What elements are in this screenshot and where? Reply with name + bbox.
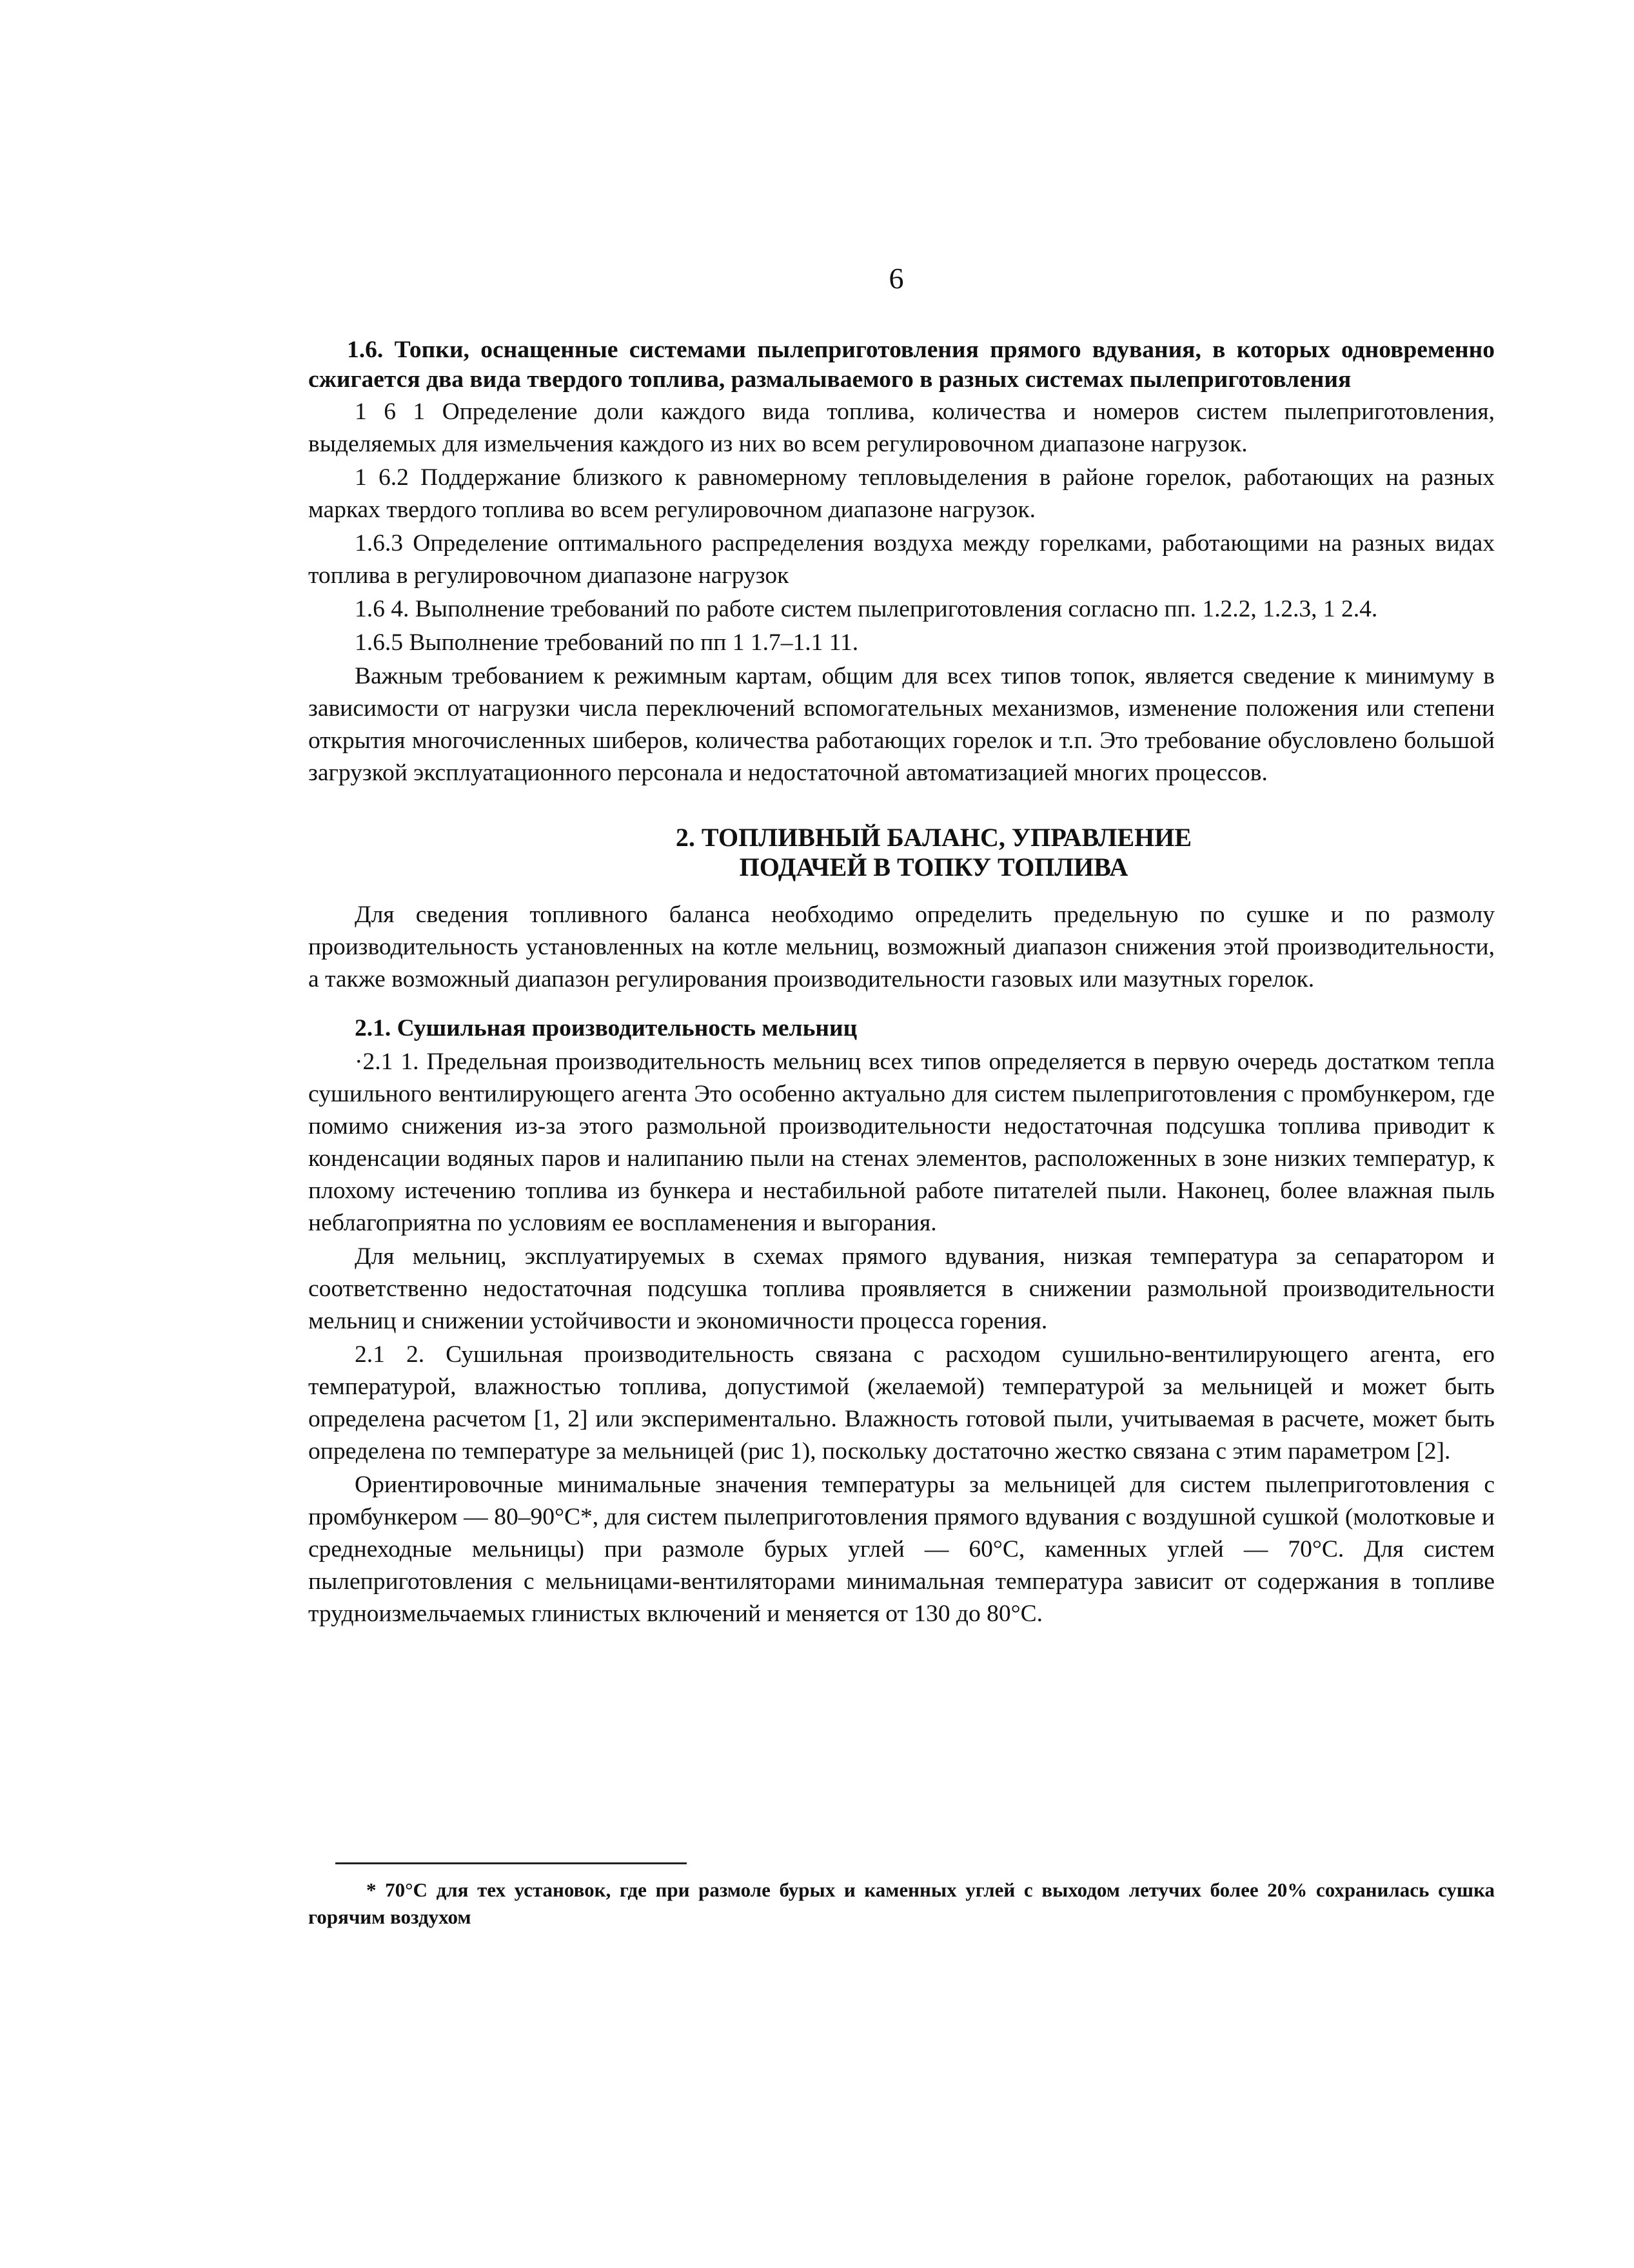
footnote-text: * 70°С для тех установок, где при размоле бурых и каменных углей с выходом летучих более 20% сохранилась сушка горячим воздухом (308, 1878, 1495, 1928)
footnote (308, 1877, 1495, 1931)
paragraph-general-requirement: Важным требованием к режимным картам, общим для всех типов топок, является сведение к минимуму в зависимости от нагрузки числа переключений вспомогательных механизмов, изменение положения или степени открытия многочисленных шиберов, количества работающих горелок и т.п. Это требование обусловлено большой загрузкой эксплуатационного персонала и недостаточной автоматизацией многих процессов. (308, 663, 1495, 786)
paragraph-1-6-1: 1 6 1 Определение доли каждого вида топлива, количества и номеров систем пылеприготовления, выделяемых для измельчения каждого из них во всем регулировочном диапазоне нагрузок. (308, 399, 1495, 457)
paragraph-min-temperatures: Ориентировочные минимальные значения температуры за мельницей для систем пылеприготовления с промбункером — 80–90°С*, для систем пылеприготовления прямого вдувания с воздушной сушкой (молотковые и среднеходные мельницы) при размоле бурых углей — 60°С, каменных углей — 70°С. Для систем пылеприготовления с мельницами-вентиляторами минимальная температура зависит от содержания в топливе трудноизмельчаемых глинистых включений и меняется от 130 до 80°С. (308, 1472, 1495, 1627)
section-2-title-line-2: ПОДАЧЕЙ В ТОПКУ ТОПЛИВА (739, 853, 1128, 882)
section-2-title-line-1: 2. ТОПЛИВНЫЙ БАЛАНС, УПРАВЛЕНИЕ (675, 823, 1192, 852)
footnote-divider (335, 1862, 687, 1864)
section-2-1-heading: 2.1. Сушильная производительность мельниц (355, 1015, 858, 1041)
paragraph-2-1-2: 2.1 2. Сушильная производительность связана с расходом сушильно-вентилирующего агента, его температурой, влажностью топлива, допустимой (желаемой) температурой за мельницей и может быть определена расчетом [1, 2] или экспериментально. Влажность готовой пыли, учитываемая в расчете, может быть определена по температуре за мельницей (рис 1), поскольку достаточно жестко связана с этим параметром [2]. (308, 1341, 1495, 1464)
page-number: 6 (889, 262, 904, 295)
paragraph-2-1-1: ·2.1 1. Предельная производительность мельниц всех типов определяется в первую очередь достатком тепла сушильного вентилирующего агента Это особенно актуально для систем пылеприготовления с промбункером, где помимо снижения из-за этого размольной производительности недостаточная подсушка топлива приводит к конденсации водяных паров и налипанию пыли на стенах элементов, расположенных в зоне низких температур, к плохому истечению топлива из бункера и нестабильной работе питателей пыли. Наконец, более влажная пыль неблагоприятна по условиям ее воспламенения и выгорания. (308, 1049, 1495, 1236)
paragraph-1-6-2: 1 6.2 Поддержание близкого к равномерному тепловыделения в районе горелок, работающих на разных марках твердого топлива во всем регулировочном диапазоне нагрузок. (308, 464, 1495, 523)
paragraph-1-6-4: 1.6 4. Выполнение требований по работе систем пылеприготовления согласно пп. 1.2.2, 1.2.3, 1 2.4. (355, 596, 1378, 622)
paragraph-2-1-1-cont: Для мельниц, эксплуатируемых в схемах прямого вдувания, низкая температура за сепаратором и соответственно недостаточная подсушка топлива проявляется в снижении размольной производительности мельниц и снижении устойчивости и экономичности процесса горения. (308, 1243, 1495, 1334)
section-2-intro: Для сведения топливного баланса необходимо определить предельную по сушке и по размолу производительность установленных на котле мельниц, возможный диапазон снижения этой производительности, а также возможный диапазон регулирования производительности газовых или мазутных горелок. (308, 902, 1495, 992)
section-2-title (308, 823, 1495, 882)
section-1-6-heading: 1.6. Топки, оснащенные системами пылеприготовления прямого вдувания, в которых одновременно сжигается два вида твердого топлива, размалываемого в разных системах пылеприготовления (308, 337, 1495, 393)
page-body (308, 335, 1495, 1632)
paragraph-1-6-3: 1.6.3 Определение оптимального распределения воздуха между горелками, работающими на разных видах топлива в регулировочном диапазоне нагрузок (308, 530, 1495, 589)
paragraph-1-6-5: 1.6.5 Выполнение требований по пп 1 1.7–1.1 11. (355, 629, 859, 656)
